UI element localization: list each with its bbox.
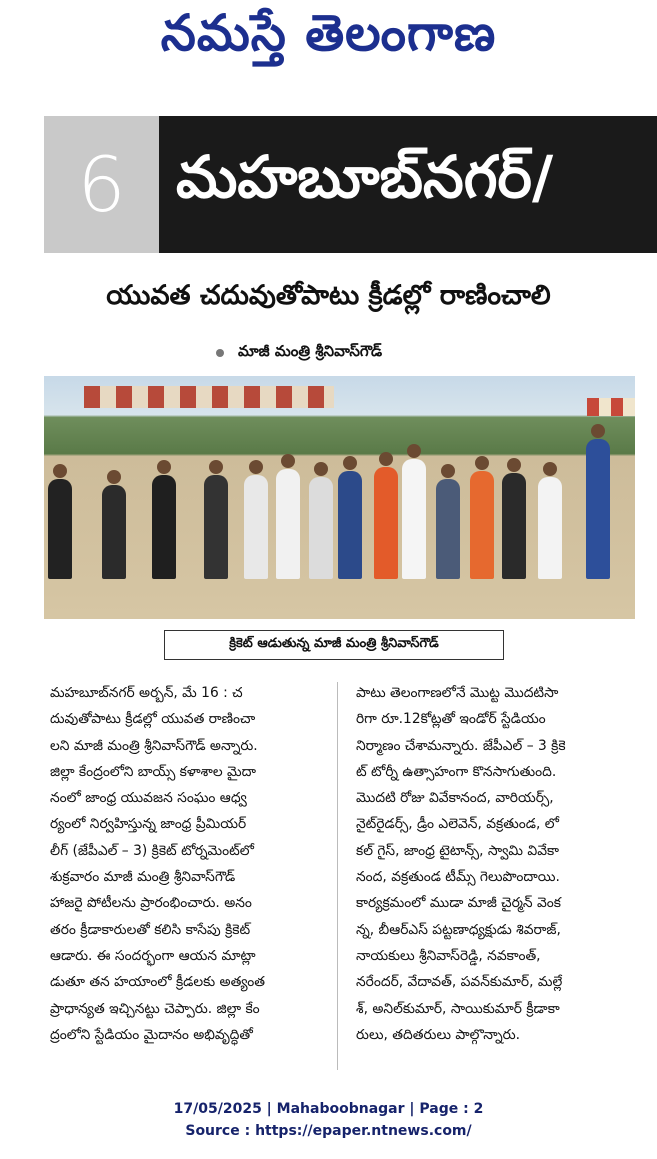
photo-head: [379, 452, 393, 466]
photo-person: [204, 475, 228, 579]
article-line: మొదటి రోజు వివేకానంద, వారియర్స్,: [356, 790, 554, 807]
article-line: ట్ టోర్నీ ఉత్సాహంగా కొనసాగుతుంది.: [356, 763, 557, 780]
article-line: ర్యంలో నిర్వహిస్తున్న జాంధ్ర ప్రీమియర్: [50, 816, 247, 833]
photo-head: [441, 464, 455, 478]
article-line: లీగ్ (జేపీఎల్ – 3) క్రికెట్ టోర్నమెంట్‌లో: [50, 842, 254, 859]
article-line: న్న, బీఆర్‌ఎస్ పట్టణాధ్యక్షుడు శివరాజ్,: [356, 921, 561, 938]
page-footer: [0, 1098, 657, 1142]
article-line: నిర్మాణం చేశామన్నారు. జేపీఎల్ – 3 క్రికె: [356, 737, 566, 754]
photo-head: [107, 470, 121, 484]
photo-person: [470, 471, 494, 579]
photo-head: [53, 464, 67, 478]
column-divider: [337, 682, 338, 1070]
photo-head: [507, 458, 521, 472]
article-line: డుతూ తన హయాంలో క్రీడలకు అత్యంత: [50, 974, 265, 991]
page-number: 6: [77, 140, 126, 229]
bullet-icon: [216, 349, 224, 357]
photo-person: [244, 475, 268, 579]
photo-person: [538, 477, 562, 579]
photo-person: [436, 479, 460, 579]
photo-head: [209, 460, 223, 474]
article-line: శుక్రవారం మాజీ మంత్రి శ్రీనివాస్‌గౌడ్: [50, 869, 236, 886]
photo-person: [586, 439, 610, 579]
article-line: లని మాజీ మంత్రి శ్రీనివాస్‌గౌడ్ అన్నారు.: [50, 737, 258, 754]
photo-head: [407, 444, 421, 458]
article-line: నాయకులు శ్రీనివాస్‌రెడ్డి, నవకాంత్,: [356, 947, 541, 964]
section-title: మహబూబ్‌నగర్/: [176, 143, 554, 211]
article-line: నరేందర్, వేదావత్, పవన్‌కుమార్, మల్లే: [356, 974, 563, 991]
photo-head: [591, 424, 605, 438]
photo-person: [48, 479, 72, 579]
article-line: జిల్లా కేంద్రంలోని బాయ్స్ కళాశాల మైదా: [50, 763, 256, 780]
article-headline: యువత చదువుతోపాటు క్రీడల్లో రాణించాలి: [106, 280, 551, 311]
article-column-left: [50, 680, 322, 1048]
photo-head: [314, 462, 328, 476]
photo-person: [276, 469, 300, 579]
article-line: కల్ గైస్, జాంధ్ర టైటాన్స్, స్వామి వివేకా: [356, 842, 559, 859]
photo-person: [374, 467, 398, 579]
article-line: ప్రాధాన్యత ఇచ్చినట్టు చెప్పారు. జిల్లా కేం: [50, 1000, 260, 1017]
section-name: [176, 116, 657, 253]
article-line: ఆడారు. ఈ సందర్భంగా ఆయన మాట్లా: [50, 947, 256, 964]
article-line: నైట్‌రైడర్స్, డ్రీం ఎలెవెన్, వక్రతుండ, లో: [356, 816, 559, 833]
photo-head: [281, 454, 295, 468]
masthead: [0, 0, 657, 78]
photo-person: [338, 471, 362, 579]
article-line: నంలో జాంధ్ర యువజన సంఘం ఆధ్వ: [50, 790, 247, 807]
photo-head: [157, 460, 171, 474]
article-line: కార్యక్రమంలో ముడా మాజీ చైర్మన్ వెంక: [356, 895, 561, 912]
byline: [216, 342, 382, 364]
article-line: హాజరై పోటీలను ప్రారంభించారు. అనం: [50, 895, 252, 912]
article-column-right: [356, 680, 632, 1048]
article-line: రులు, తదితరులు పాల్గొన్నారు.: [356, 1026, 520, 1043]
photo-tent-right: [587, 398, 635, 416]
article-line: తరం క్రీడాకారులతో కలిసి కాసేపు క్రికెట్: [50, 921, 251, 938]
footer-date-line: 17/05/2025 | Mahaboobnagar | Page : 2: [173, 1101, 484, 1117]
photo-head: [343, 456, 357, 470]
article-photo: [44, 376, 635, 619]
photo-person: [402, 459, 426, 579]
article-line: మహబూబ్‌నగర్ అర్బన్, మే 16 : చ: [50, 685, 243, 701]
photo-head: [475, 456, 489, 470]
article-line: రిగా రూ.12కోట్లతో ఇండోర్ స్టేడియం: [356, 711, 546, 728]
newspaper-title: నమస్తే తెలంగాణ: [160, 3, 497, 62]
page-number-box: [44, 116, 159, 253]
photo-head: [543, 462, 557, 476]
article-line: పాటు తెలంగాణలోనే మొట్ట మొదటిసా: [356, 685, 559, 701]
article-line: దువుతోపాటు క్రీడల్లో యువత రాణించా: [50, 711, 256, 728]
article-line: శ్, అనిల్‌కుమార్, సాయికుమార్ క్రీడాకా: [356, 1000, 560, 1017]
article-line: ద్రంలోని స్టేడియం మైదానం అభివృద్ధితో: [50, 1026, 253, 1043]
photo-person: [309, 477, 333, 579]
photo-person: [102, 485, 126, 579]
photo-person: [502, 473, 526, 579]
article-line: నంద, వక్రతుండ టీమ్స్ గెలుపొందాయి.: [356, 869, 560, 886]
byline-text: మాజీ మంత్రి శ్రీనివాస్‌గౌడ్: [238, 342, 383, 360]
photo-person: [152, 475, 176, 579]
photo-head: [249, 460, 263, 474]
photo-tent: [84, 386, 334, 408]
photo-caption: క్రికెట్ ఆడుతున్న మాజీ మంత్రి శ్రీనివాస్‌గౌడ్: [164, 630, 504, 660]
footer-source-line: Source : https://epaper.ntnews.com/: [185, 1123, 472, 1139]
section-banner: [44, 116, 657, 253]
